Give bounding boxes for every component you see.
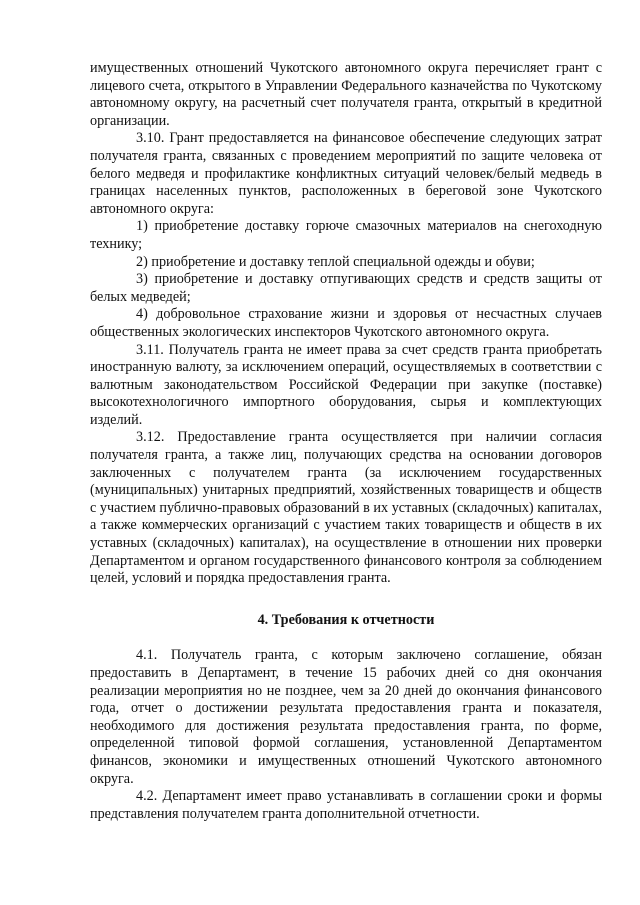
list-item-3-10-3: 3) приобретение и доставку отпугивающих средств и средств защиты от белых медведей; xyxy=(90,271,602,305)
paragraph-4-1: 4.1. Получатель гранта, с которым заключено соглашение, обязан предоставить в Департамент, в течение 15 рабочих дней со дня окончания реализации мероприятия но не позднее, чем за 20 дней до окончания финансового года, отчет о достижении результата предоставления гранта и показателя, необходимого для достижения результата предоставления гранта, по форме, определенной типовой формой соглашения, установленной Департаментом финансов, экономики и имущественных отношений Чукотского автономного округа. xyxy=(90,647,602,787)
document-body xyxy=(90,60,602,823)
list-item-3-10-4: 4) добровольное страхование жизни и здоровья от несчастных случаев общественных экологических инспекторов Чукотского автономного округа. xyxy=(90,306,602,340)
paragraph-4-2: 4.2. Департамент имеет право устанавливать в соглашении сроки и формы представления получателем гранта дополнительной отчетности. xyxy=(90,788,602,822)
paragraph-3-12: 3.12. Предоставление гранта осуществляется при наличии согласия получателя гранта, а также лиц, получающих средства на основании договоров заключенных с получателем гранта (за исключением государственных (муниципальных) унитарных предприятий, хозяйственных товариществ и обществ с участием публично-правовых образований в их уставных (складочных) капиталах, а также коммерческих организаций с участием таких товариществ и обществ в их уставных (складочных) капиталах), на осуществление в отношении них проверки Департаментом и органом государственного финансового контроля за соблюдением целей, условий и порядка предоставления гранта. xyxy=(90,429,602,587)
section-4-heading: 4. Требования к отчетности xyxy=(257,611,435,628)
paragraph-3-10: 3.10. Грант предоставляется на финансовое обеспечение следующих затрат получателя гранта, связанных с проведением мероприятий по защите человека от белого медведя и профилактике конфликтных ситуаций человек/белый медведь в границах населенных пунктов, расположенных в береговой зоне Чукотского автономного округа: xyxy=(90,130,602,217)
paragraph-3-11: 3.11. Получатель гранта не имеет права за счет средств гранта приобретать иностранную валюту, за исключением операций, осуществляемых в соответствии с валютным законодательством Российской Федерации при закупке (поставке) высокотехнологичного импортного оборудования, сырья и комплектующих изделий. xyxy=(90,341,602,428)
paragraph-intro: имущественных отношений Чукотского автономного округа перечисляет грант с лицевого счета, открытого в Управлении Федерального казначейства по Чукотскому автономному округу, на расчетный счет получателя гранта, открытый в кредитной организации. xyxy=(90,60,602,129)
list-item-3-10-1: 1) приобретение доставку горюче смазочных материалов на снегоходную технику; xyxy=(90,218,602,252)
list-item-3-10-2: 2) приобретение и доставку теплой специальной одежды и обуви; xyxy=(136,253,535,270)
